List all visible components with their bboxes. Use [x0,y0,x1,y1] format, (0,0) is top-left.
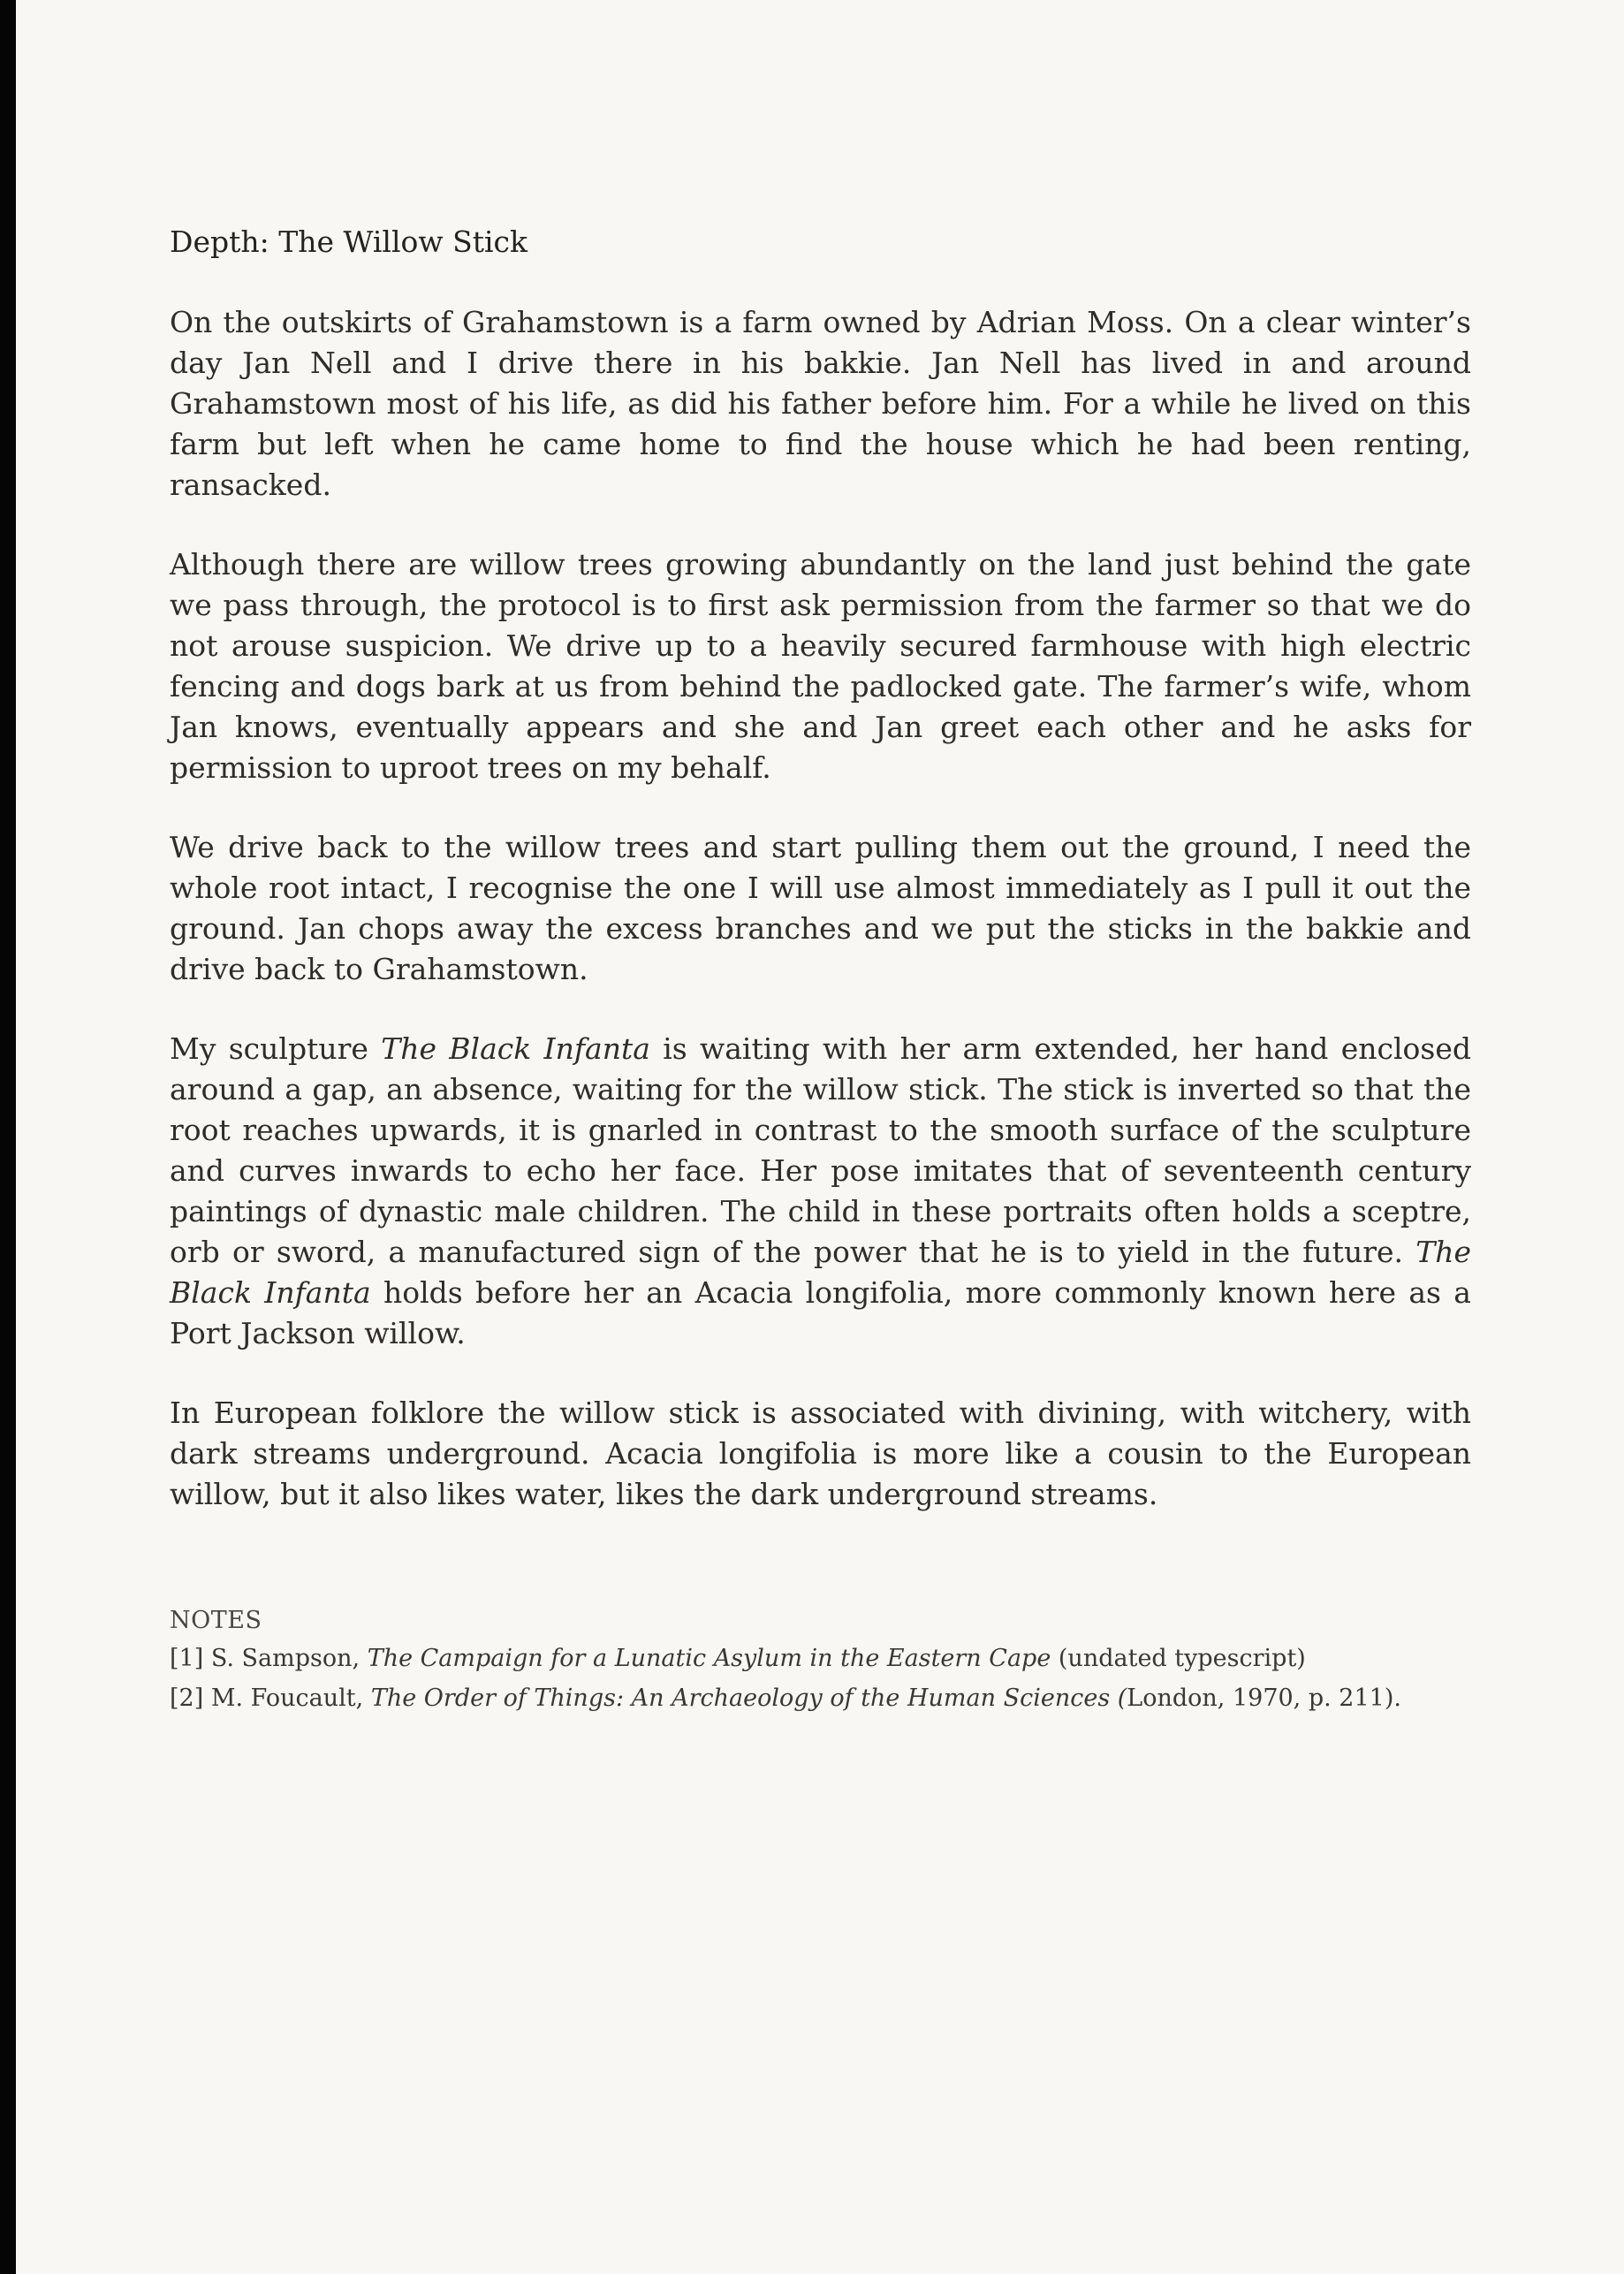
paragraph-uprooting: We drive back to the willow trees and start pulling them out the ground, I need the whole root intact, I recognise the one I will use almost immediately as I pull it out the ground. Jan chops away the excess branches and we put the sticks in the bakkie and drive back to Grahamstown. [170,830,1471,986]
paragraph-folklore: In European folklore the willow stick is associated with divining, with witchery, with dark streams underground. Acacia longifolia is more like a cousin to the European willow, but it also likes water, likes the dark underground streams. [170,1396,1471,1511]
notes-section [170,1603,1471,1718]
sculpture-title-italic-2: The Black Infanta [170,1235,1471,1310]
notes-heading: NOTES [170,1607,262,1634]
note-1-work-title: The Campaign for a Lunatic Asylum in the Eastern Cape [367,1645,1051,1672]
paragraph-sculpture [170,1029,1471,1354]
paragraph-permission: Although there are willow trees growing abundantly on the land just behind the gate we pass through, the protocol is to first ask permission from the farmer so that we do not arouse suspicion. We drive up to a heavily secured farmhouse with high electric fencing and dogs bark at us from behind the padlocked gate. The farmer’s wife, whom Jan knows, eventually appears and she and Jan greet each other and he asks for permission to uproot trees on my behalf. [170,547,1471,785]
sculpture-title-italic-1: The Black Infanta [381,1031,650,1066]
paragraph-sculpture-text-2: is waiting with her arm extended, her hand enclosed around a gap, an absence, waiting for the willow stick. The stick is inverted so that the root reaches upwards, it is gnarled in contrast to the smooth surface of the sculpture and curves inwards to echo her face. Her pose imitates that of seventeenth century paintings of dynastic male children. The child in these portraits often holds a sceptre, orb or sword, a manufactured sign of the power that he is to yield in the future. [170,1031,1471,1269]
paragraph-sculpture-text-1: My sculpture [170,1031,382,1066]
note-item-1 [170,1639,1471,1678]
note-1-suffix: (undated typescript) [1051,1645,1306,1672]
note-1-prefix: [1] S. Sampson, [170,1645,368,1672]
note-item-2 [170,1678,1471,1718]
note-2-suffix: London, 1970, p. 211). [1127,1685,1401,1712]
left-page-edge [0,0,16,2274]
paragraph-sculpture-text-3: holds before her an Acacia longifolia, more commonly known here as a Port Jackson willow. [170,1275,1471,1350]
document-page [170,221,1471,1718]
paragraph-farm-visit: On the outskirts of Grahamstown is a farm owned by Adrian Moss. On a clear winter’s day Jan Nell and I drive there in his bakkie. Jan Nell has lived in and around Grahamstown most of his life, as did his father before him. For a while he lived on this farm but left when he came home to find the house which he had been renting, ransacked. [170,305,1471,502]
note-2-prefix: [2] M. Foucault, [170,1685,371,1712]
document-title: Depth: The Willow Stick [170,224,528,259]
note-2-work-title: The Order of Things: An Archaeology of the Human Sciences ( [370,1685,1127,1712]
